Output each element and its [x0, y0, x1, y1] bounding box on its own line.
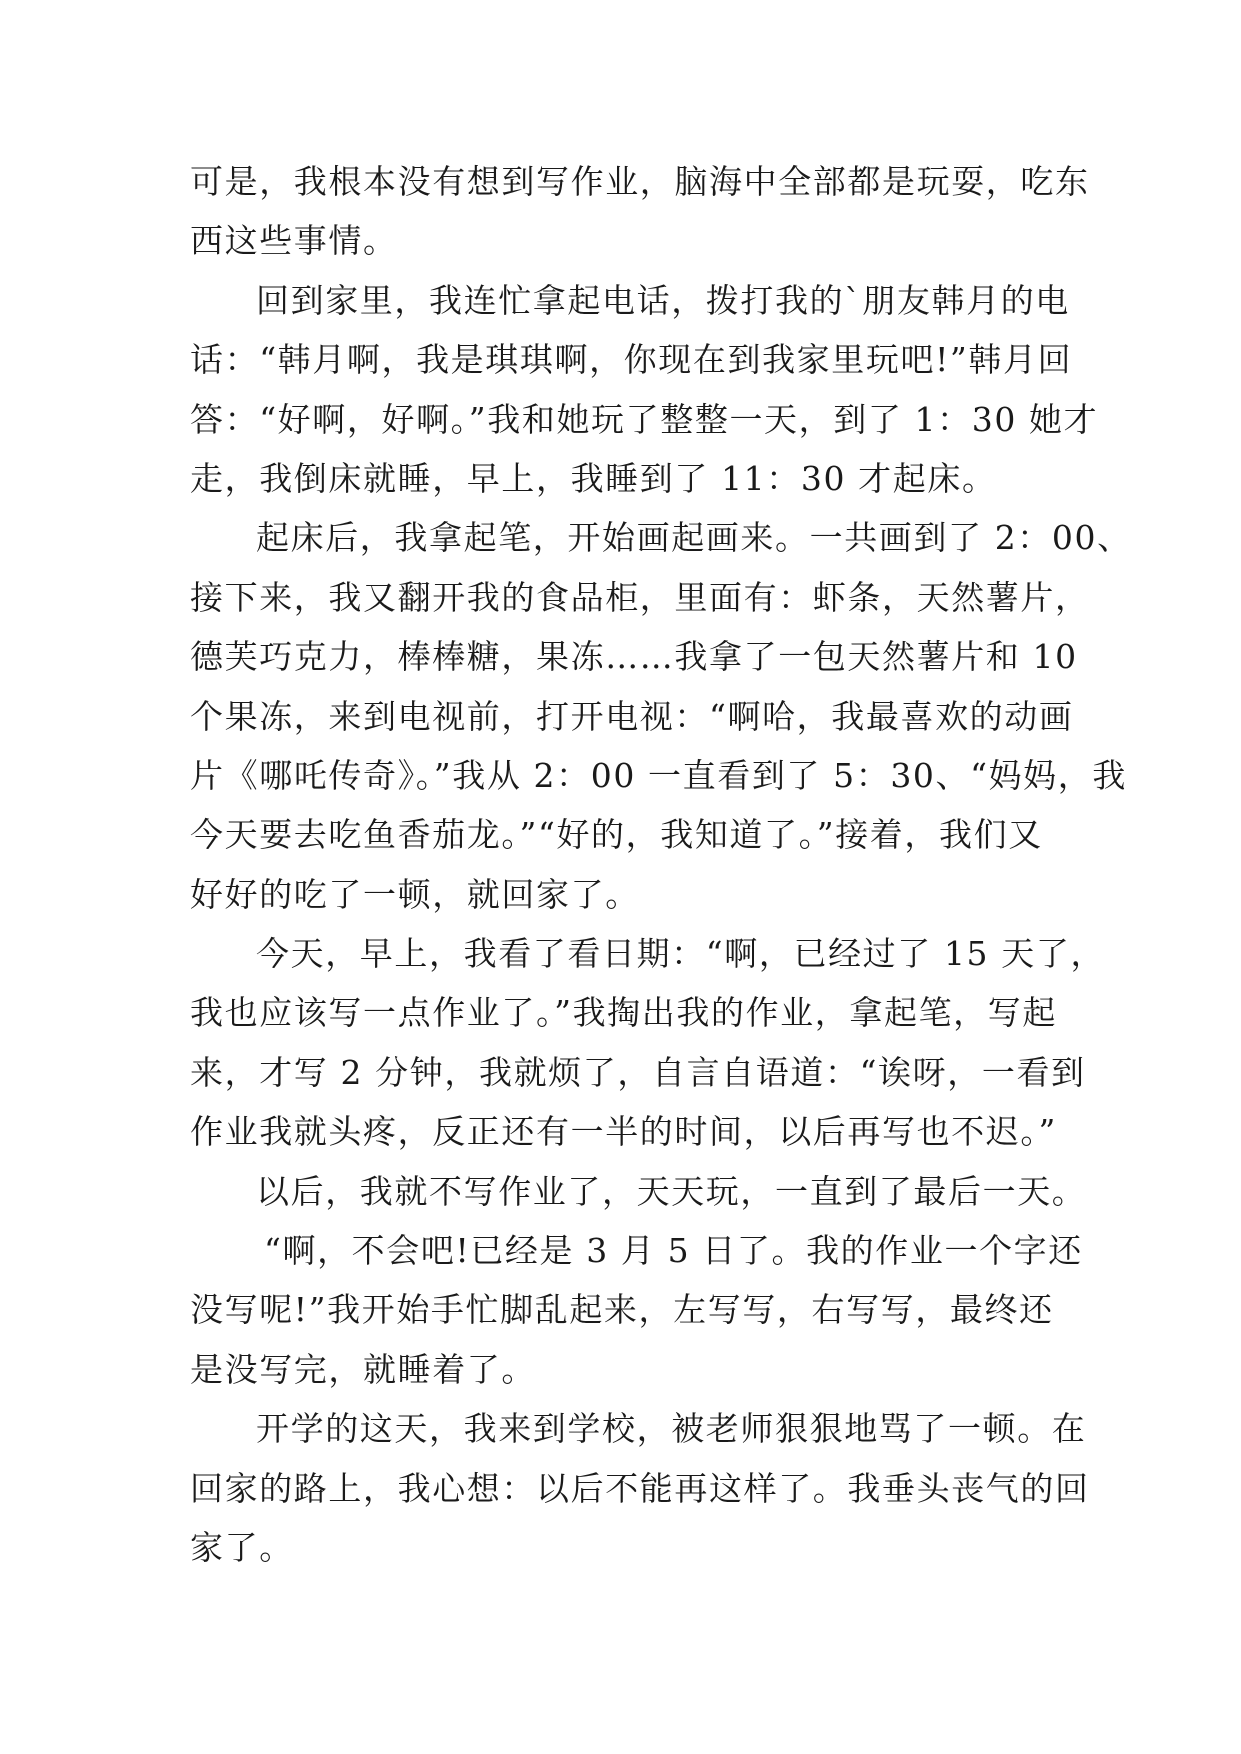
text-line: 家了。 — [190, 1527, 294, 1567]
text-line: 我也应该写一点作业了。”我掏出我的作业，拿起笔，写起 — [190, 993, 1057, 1033]
paragraph-2 — [190, 271, 1099, 509]
text-line: 回家的路上，我心想：以后不能再这样了。我垂头丧气的回 — [190, 1468, 1090, 1508]
text-line: 好好的吃了一顿，就回家了。 — [190, 874, 640, 914]
text-line: 起床后，我拿起笔，开始画起画来。一共画到了 2：00、 — [256, 518, 1132, 558]
text-line: 开学的这天，我来到学校，被老师狠狠地骂了一顿。在 — [256, 1409, 1087, 1449]
text-line: 来，才写 2 分钟，我就烦了，自言自语道：“诶呀，一看到 — [190, 1052, 1086, 1092]
text-line: 接下来，我又翻开我的食品柜，里面有：虾条，天然薯片， — [190, 577, 1090, 617]
text-line: 今天要去吃鱼香茄龙。”“好的，我知道了。”接着，我们又 — [190, 815, 1043, 855]
text-line: 走，我倒床就睡，早上，我睡到了 11：30 才起床。 — [190, 458, 997, 498]
paragraph-6 — [190, 1221, 1083, 1399]
paragraph-5 — [190, 1162, 1087, 1221]
text-line: 答：“好啊，好啊。”我和她玩了整整一天，到了 1：30 她才 — [190, 399, 1099, 439]
text-line: 是没写完，就睡着了。 — [190, 1349, 536, 1389]
document-body — [190, 152, 1132, 1577]
text-line: 今天，早上，我看了看日期：“啊，已经过了 15 天了， — [256, 934, 1106, 974]
text-line: 西这些事情。 — [190, 221, 398, 261]
text-line: 片《哪吒传奇》。”我从 2：00 一直看到了 5：30、“妈妈，我 — [190, 755, 1127, 795]
paragraph-4 — [190, 924, 1106, 1162]
text-line: 个果冻，来到电视前，打开电视：“啊哈，我最喜欢的动画 — [190, 696, 1074, 736]
paragraph-1 — [190, 152, 1090, 271]
text-line: 没写呢!”我开始手忙脚乱起来，左写写，右写写，最终还 — [190, 1290, 1054, 1330]
text-line: “啊，不会吧!已经是 3 月 5 日了。我的作业一个字还 — [264, 1231, 1083, 1271]
text-line: 话：“韩月啊，我是琪琪啊，你现在到我家里玩吧!”韩月回 — [190, 340, 1073, 380]
text-line: 以后，我就不写作业了，天天玩，一直到了最后一天。 — [256, 1171, 1087, 1211]
paragraph-7 — [190, 1399, 1090, 1577]
text-line: 作业我就头疼，反正还有一半的时间，以后再写也不迟。” — [190, 1112, 1057, 1152]
text-line: 德芙巧克力，棒棒糖，果冻……我拿了一包天然薯片和 10 — [190, 637, 1078, 677]
text-line: 可是，我根本没有想到写作业，脑海中全部都是玩耍，吃东 — [190, 162, 1090, 201]
paragraph-3 — [190, 508, 1132, 924]
text-line: 回到家里，我连忙拿起电话，拨打我的`朋友韩月的电 — [256, 280, 1070, 320]
